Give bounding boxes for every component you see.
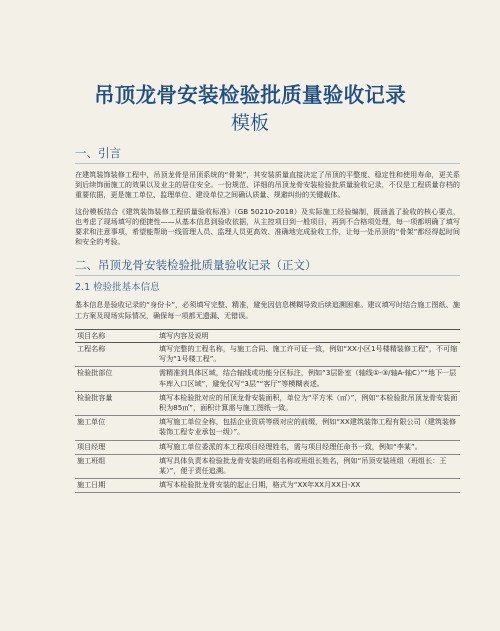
basic-info-paragraph: 基本信息是验收记录的“身份卡”，必须填写完整、精准，避免因信息模糊导致后续追溯困难。建议填写时结合施工图纸、施工方案及现场实际情况，确保每一项都无遗漏、无错误。 bbox=[75, 300, 460, 320]
document-subtitle: 模板 bbox=[230, 112, 269, 134]
table-header-row bbox=[75, 329, 460, 342]
table-row bbox=[75, 479, 460, 493]
row-label: 施工日期 bbox=[75, 479, 157, 493]
intro-paragraph-1: 在建筑装饰装修工程中，吊顶龙骨是吊顶系统的“骨架”，其安装质量直接决定了吊顶的平整度、稳定性和使用寿命，更关系到后续饰面施工的效果以及业主的居住安全。一份规范、详细的吊顶龙骨安装检验批质量验收记录，不仅是工程质量存档的重要依据，更是施工单位、监理单位、建设单位之间确认质量、规避纠纷的关键载体。 bbox=[75, 170, 460, 200]
row-description: 填写本检验批对应的吊顶龙骨安装面积，单位为“平方米（㎡）”，例如“本检验批吊顶龙骨安装面积为85㎡”，面积计算需与施工图纸一致。 bbox=[157, 391, 460, 415]
row-label: 施工单位 bbox=[75, 416, 157, 440]
row-description: 填写本检验批龙骨安装的起止日期，格式为“XX年XX月XX日-XX bbox=[157, 479, 460, 493]
row-label: 工程名称 bbox=[75, 343, 157, 367]
table-row bbox=[75, 367, 460, 391]
document-title: 吊顶龙骨安装检验批质量验收记录 bbox=[94, 83, 406, 107]
table-row bbox=[75, 454, 460, 478]
intro-paragraph-2: 这份模板结合《建筑装饰装修工程质量验收标准》（GB 50210-2018）及实际施工经验编制，既涵盖了验收的核心要点，也考虑了现场填写的便捷性——从基本信息到验收依据，从主控项目到一般项目，再到不合格项处理，每一项都明确了填写要求和注意事项，希望能帮助一线管理人员、监理人员更高效、准确地完成验收工作，让每一处吊顶的“骨架”都经得起时间和安全的考验。 bbox=[75, 206, 460, 247]
row-description: 填写具体负责本检验批龙骨安装的班组名称或班组长姓名，例如“吊顶安装班组（班组长：王某）”，便于责任追溯。 bbox=[157, 454, 460, 478]
row-label: 检验批容量 bbox=[75, 391, 157, 415]
row-description: 填写施工单位委派的本工程项目经理姓名，需与项目经理任命书一致，例如“李某”。 bbox=[157, 440, 460, 454]
section-heading-main: 二、吊顶龙骨安装检验批质量验收记录（正文） bbox=[75, 258, 317, 273]
table-row bbox=[75, 440, 460, 454]
table-row bbox=[75, 391, 460, 415]
section-divider bbox=[75, 163, 460, 164]
table-row bbox=[75, 343, 460, 367]
row-description: 需精准到具体区域，结合轴线或功能分区标注，例如“3层卧室（轴线①-③/轴A-轴C）”“地下一层车库入口区域”，避免仅写“3层”“客厅”等模糊表述。 bbox=[157, 367, 460, 391]
table-row bbox=[75, 416, 460, 440]
section-heading-intro: 一、引言 bbox=[75, 146, 121, 160]
title-block bbox=[40, 0, 460, 135]
column-header-description: 填写内容及说明 bbox=[157, 329, 460, 342]
row-label: 项目经理 bbox=[75, 440, 157, 454]
row-description: 填写完整的工程名称，与施工合同、施工许可证一致，例如“XX小区1号楼精装修工程”，不可缩写为“1号楼工程”。 bbox=[157, 343, 460, 367]
basic-info-table bbox=[75, 329, 460, 494]
row-label: 检验批部位 bbox=[75, 367, 157, 391]
row-label: 施工班组 bbox=[75, 454, 157, 478]
column-header-item: 项目名称 bbox=[75, 329, 157, 342]
subsection-heading: 2.1 检验批基本信息 bbox=[75, 282, 160, 294]
section-divider bbox=[75, 275, 460, 276]
row-description: 填写施工单位全称，包括企业资质等级对应的前缀，例如“XX建筑装饰工程有限公司（建筑装修装饰工程专业承包一级）”。 bbox=[157, 416, 460, 440]
